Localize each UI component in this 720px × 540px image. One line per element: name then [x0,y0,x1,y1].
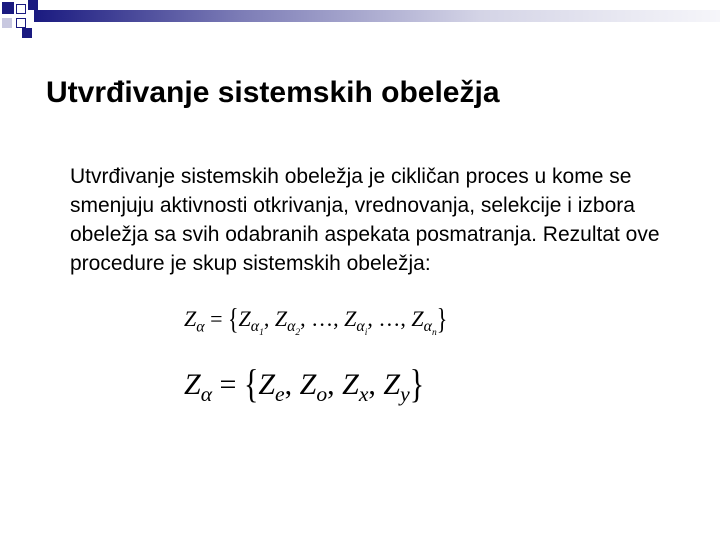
header-square-1 [2,2,14,14]
formula-2-lhs: $Z_\alpha$ [184,368,213,406]
slide-body-text: Utvrđivanje sistemskih obeležja je cikličan proces u kome se smenjuju aktivnosti otkrivanja, vrednovanja, selekcije i izbora obeležja sa svih odabranih aspekata posmatranja. Rezultat ove procedure je skup sistemskih obeležja: [70,165,660,275]
formula-1-lhs: $Z_\alpha$ [184,306,205,336]
formula-1-rhs: {$Z_{\alpha_1}$, $Z_{\alpha_2}$, …, $Z_{\alpha_i}$, …, $Z_{\alpha_n}$} [227,301,448,339]
header-square-6 [22,28,32,38]
header-square-5 [16,18,26,28]
header-square-3 [28,0,38,10]
formula-2: $Z_\alpha = \{Z_e$, $Z_o$, $Z_x$, $Z_y$} [184,362,425,407]
header-gradient-bar [34,10,720,22]
slide-title: Utvrđivanje sistemskih obeležja [46,76,500,109]
header-square-2 [16,4,26,14]
header-square-4 [2,18,12,28]
formula-2-rhs: {$Z_e$, $Z_o$, $Z_x$, $Z_y$} [243,362,425,407]
formula-1: $Z_\alpha = \{Z_{\alpha_1}$, $Z_{\alpha_2}$, …, $Z_{\alpha_i}$, …, $Z_{\alpha_n}$} [184,301,448,339]
